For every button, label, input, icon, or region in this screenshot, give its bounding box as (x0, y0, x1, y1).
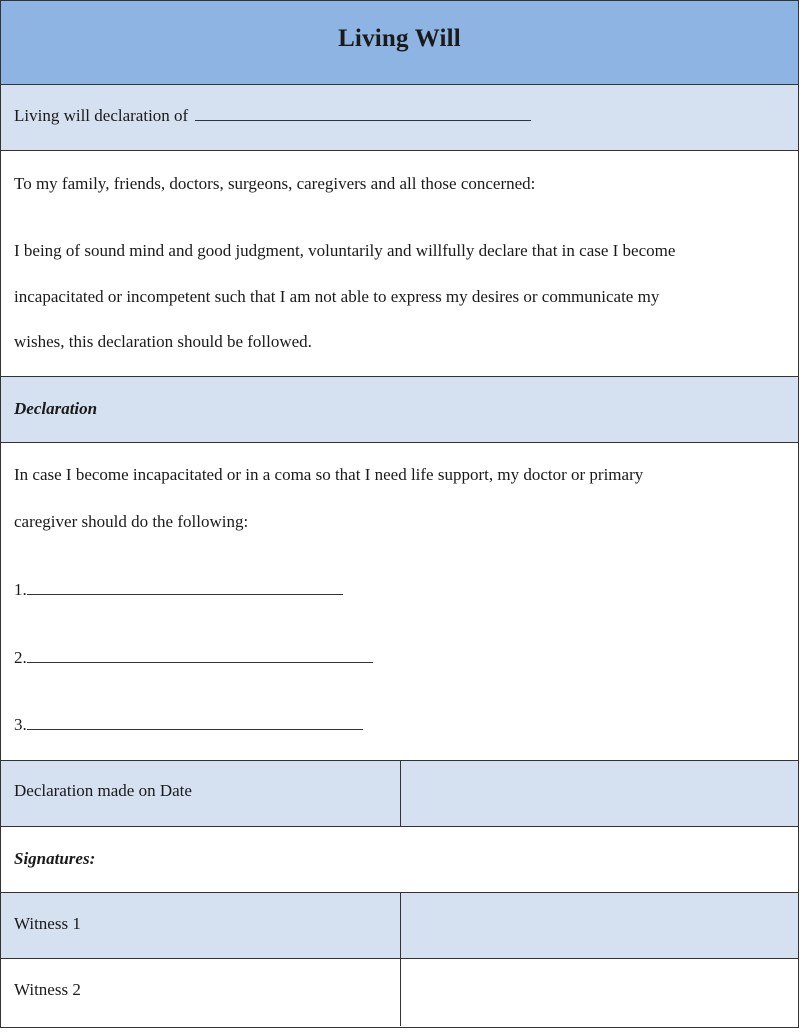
witness-2-label: Witness 2 (14, 980, 81, 999)
witness-2-signature-cell[interactable] (401, 959, 798, 1026)
intro-line-3: wishes, this declaration should be followed. (14, 332, 312, 351)
instruction-1-field[interactable] (27, 580, 343, 595)
date-row (1, 761, 798, 827)
declaration-of-row (1, 85, 798, 151)
witness-1-row (1, 893, 798, 959)
intro-line-1: I being of sound mind and good judgment, voluntarily and willfully declare that in case I become (14, 241, 676, 260)
instruction-item-3-number: 3. (14, 715, 27, 734)
declaration-body-line-1: In case I become incapacitated or in a coma so that I need life support, my doctor or primary (14, 465, 644, 484)
instruction-3-field[interactable] (27, 715, 363, 730)
instruction-item-2-number: 2. (14, 648, 27, 667)
instruction-2-field[interactable] (27, 648, 373, 663)
witness-1-signature-cell[interactable] (401, 893, 798, 958)
declaration-body-section (1, 443, 798, 761)
instruction-item-1 (14, 580, 343, 600)
instruction-item-2 (14, 648, 373, 668)
form-header (1, 1, 798, 85)
date-label: Declaration made on Date (14, 781, 192, 800)
declaration-heading-row (1, 377, 798, 443)
form-title: Living Will (338, 24, 461, 52)
declaration-of-text (14, 106, 531, 126)
witness-2-row (1, 959, 798, 1026)
signatures-heading: Signatures: (14, 849, 96, 868)
intro-salutation: To my family, friends, doctors, surgeons, caregivers and all those concerned: (14, 174, 536, 193)
date-value-cell[interactable] (401, 761, 798, 826)
instruction-item-3 (14, 715, 363, 735)
intro-section (1, 151, 798, 377)
declaration-of-label: Living will declaration of (14, 106, 189, 125)
signatures-heading-row (1, 827, 798, 893)
declaration-body-line-2: caregiver should do the following: (14, 512, 249, 531)
witness-1-label: Witness 1 (14, 914, 81, 933)
intro-line-2: incapacitated or incompetent such that I am not able to express my desires or communicate my (14, 287, 660, 306)
declarant-name-field[interactable] (195, 106, 531, 121)
instruction-item-1-number: 1. (14, 580, 27, 599)
declaration-heading: Declaration (14, 399, 98, 418)
